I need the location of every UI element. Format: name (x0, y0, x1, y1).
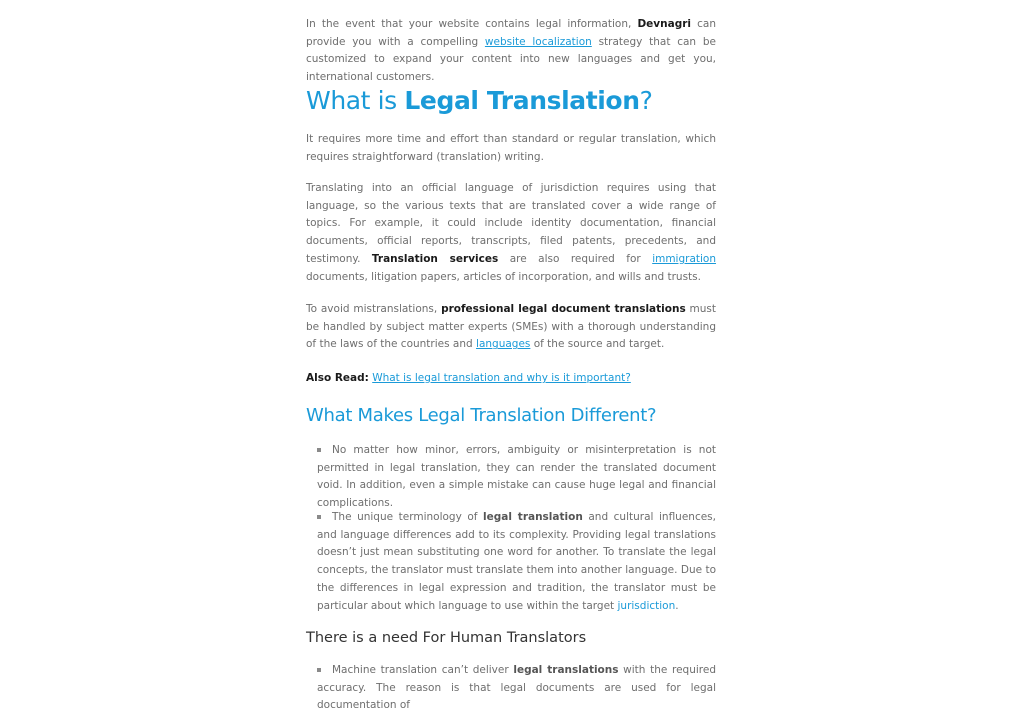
translation-services-bold: Translation services (371, 252, 499, 265)
paragraph-jurisdiction (306, 180, 716, 286)
intro-text-1: In the event that your website contains legal information, (306, 18, 638, 30)
brand-name: Devnagri (637, 18, 691, 30)
intro-text-3: strategy that can be customized to expand your content into new languages and get you, international customers. (306, 35, 716, 84)
para2-text-2: are also required for (498, 252, 653, 265)
intro-paragraph (306, 16, 716, 87)
square-bullet-icon (317, 515, 321, 519)
title-prefix: What is (306, 86, 405, 115)
jurisdiction-link[interactable]: jurisdiction (617, 599, 676, 612)
list-item (317, 442, 716, 513)
languages-link[interactable]: languages (476, 338, 531, 351)
list-item (317, 509, 716, 615)
legal-translations-bold: legal translations (513, 664, 619, 676)
square-bullet-icon (317, 668, 321, 672)
paragraph-mistranslations (306, 301, 716, 354)
page-title (306, 86, 716, 116)
professional-translations-bold: professional legal document translations (441, 303, 686, 315)
title-bold: Legal Translation (404, 86, 640, 115)
also-read (306, 370, 716, 388)
para2-text-1: Translating into an official language of jurisdiction requires using that language, so the various texts that are translated cover a wide range of topics. For example, it could include identity documentation, financial documents, official reports, transcripts, filed patents, precedents, and testimony. (306, 182, 716, 265)
square-bullet-icon (317, 448, 321, 452)
para2-text-3: documents, litigation papers, articles of incorporation, and wills and trusts. (306, 270, 701, 283)
immigration-link[interactable]: immigration (652, 252, 717, 265)
bullet-2-text-3: . (675, 599, 679, 612)
title-suffix: ? (639, 86, 653, 115)
section-heading-human: There is a need For Human Translators (306, 630, 587, 646)
bullet-3-text-2: with the required accuracy. The reason is that legal documents are used for legal documentation of (317, 664, 716, 712)
bullet-list-terminology (306, 509, 716, 615)
bullet-list-human (306, 662, 716, 715)
bullet-2-text-1: The unique terminology of (332, 511, 484, 523)
para3-text-3: of the source and target. (530, 338, 665, 351)
also-read-label: Also Read: (306, 372, 369, 384)
bullet-list-different (306, 442, 716, 513)
list-item (317, 662, 716, 715)
website-localization-link[interactable]: website localization (484, 35, 592, 48)
section-heading-different: What Makes Legal Translation Different? (306, 405, 657, 426)
bullet-text (317, 662, 716, 715)
para3-text-1: To avoid mistranslations, (306, 303, 442, 315)
intro-text-2: can provide you with a compelling (306, 18, 716, 48)
bullet-text (317, 442, 716, 513)
para3-text-2: must be handled by subject matter experts (SMEs) with a thorough understanding of the laws of the countries and (306, 303, 716, 351)
bullet-text (317, 509, 716, 615)
paragraph-effort: It requires more time and effort than standard or regular translation, which requires straightforward (translation) writing. (306, 133, 716, 163)
bullet-1-text: No matter how minor, errors, ambiguity or misinterpretation is not permitted in legal translation, they can render the translated document void. In addition, even a simple mistake can cause huge legal and financial complications. (317, 444, 716, 510)
bullet-3-text-1: Machine translation can’t deliver (332, 664, 514, 676)
also-read-link[interactable]: What is legal translation and why is it important? (372, 372, 631, 384)
bullet-2-text-2: and cultural influences, and language differences add to its complexity. Providing legal translations doesn’t just mean substituting one word for another. To translate the legal concepts, the translator must translate them into another language. Due to the differences in legal expression and tradition, the translator must be particular about which language to use within the target (317, 511, 716, 612)
legal-translation-bold: legal translation (483, 511, 583, 523)
